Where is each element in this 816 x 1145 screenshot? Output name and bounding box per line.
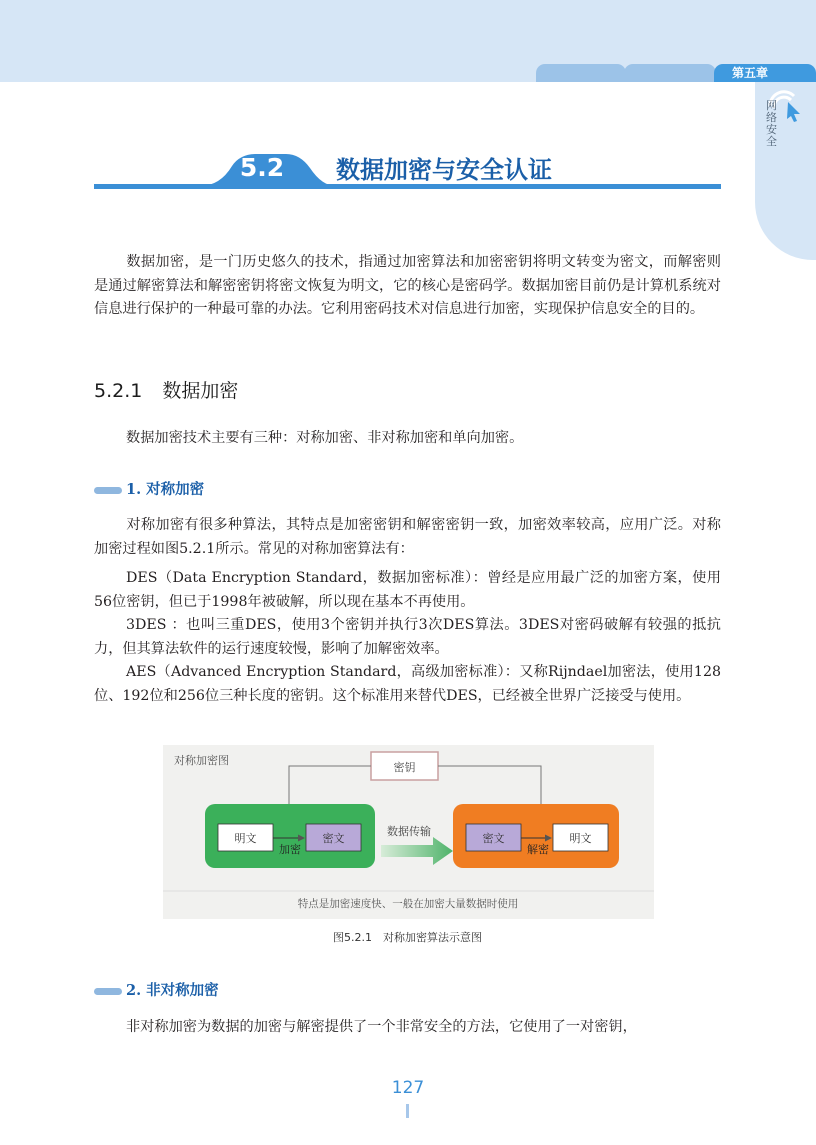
- part1-text-aes: AES（Advanced Encryption Standard，高级加密标准）：又称Rijndael加密法，使用128位、192位和256位三种长度的密钥。这个标准用来替代DES，已经被全世界广泛接受与使用。: [94, 664, 721, 704]
- symmetric-encryption-figure: [163, 745, 654, 919]
- subsection-heading: [94, 376, 238, 403]
- section-title: 数据加密与安全认证: [336, 156, 552, 184]
- figure-caption: 图5.2.1 对称加密算法示意图: [333, 931, 482, 944]
- figure-note: 特点是加密速度快、一般在加密大量数据时使用: [297, 898, 519, 910]
- plaintext-left-label: 明文: [234, 832, 257, 845]
- cipher-right-label: 密文: [482, 832, 505, 845]
- subsection-number: 5.2.1: [94, 380, 143, 402]
- subsection-title: 数据加密: [162, 380, 239, 402]
- part1-heading-text: 1. 对称加密: [126, 481, 205, 498]
- plaintext-right-label: 明文: [569, 832, 592, 845]
- page-number: 127: [391, 1078, 425, 1098]
- header-tab: [624, 64, 716, 82]
- heading-pill: [94, 487, 122, 494]
- section-rule: [94, 184, 721, 189]
- decrypt-label: 解密: [527, 843, 549, 856]
- transfer-label: 数据传输: [387, 825, 431, 838]
- part1-paragraph-3des: [94, 614, 721, 661]
- page-number-rule: [406, 1104, 409, 1118]
- symmetric-encryption-diagram: [163, 745, 654, 919]
- part1-paragraph-des: [94, 567, 721, 614]
- part2-text-1: 非对称加密为数据的加密与解密提供了一个非常安全的方法，它使用了一对密钥，: [126, 1019, 637, 1035]
- encrypt-label: 加密: [279, 843, 301, 856]
- intro-paragraph: [94, 251, 721, 322]
- cipher-left-label: 密文: [322, 832, 345, 845]
- part1-text-1: 对称加密有很多种算法，其特点是加密密钥和解密密钥一致，加密效率较高，应用广泛。对称加密过程如图5.2.1所示。常见的对称加密算法有：: [94, 517, 721, 557]
- transfer-arrow: [381, 837, 453, 865]
- header-tab: [536, 64, 626, 82]
- chapter-label: 第五章: [732, 66, 769, 80]
- part1-text-3des: 3DES ：也叫三重DES，使用3个密钥并执行3次DES算法。3DES对密码破解有较强的抵抗力，但其算法软件的运行速度较慢，影响了加解密效率。: [94, 617, 721, 657]
- summary-text: 数据加密技术主要有三种：对称加密、非对称加密和单向加密。: [126, 430, 524, 446]
- part1-text-des: DES（Data Encryption Standard，数据加密标准）：曾经是应用最广泛的加密方案，使用56位密钥，但已于1998年被破解，所以现在基本不再使用。: [94, 570, 721, 610]
- intro-text: 数据加密，是一门历史悠久的技术，指通过加密算法和加密密钥将明文转变为密文，而解密则是通过解密算法和解密密钥将密文恢复为明文，它的核心是密码学。数据加密目前仍是计算机系统对信息进行保护的一种最可靠的办法。它利用密码技术对信息进行加密，实现保护信息安全的目的。: [94, 254, 721, 317]
- part1-paragraph-aes: [94, 661, 721, 708]
- heading-pill: [94, 988, 122, 995]
- summary-paragraph: [94, 427, 721, 451]
- section-number: 5.2: [239, 153, 285, 182]
- key-label: 密钥: [393, 761, 416, 774]
- side-label: 网络安全: [766, 99, 777, 148]
- figure-title: 对称加密图: [174, 754, 229, 767]
- part2-paragraph-1: [94, 1016, 721, 1040]
- part2-heading-text: 2. 非对称加密: [126, 982, 219, 999]
- part1-heading: [94, 480, 204, 500]
- part2-heading: [94, 981, 219, 1001]
- part1-paragraph-1: [94, 514, 721, 561]
